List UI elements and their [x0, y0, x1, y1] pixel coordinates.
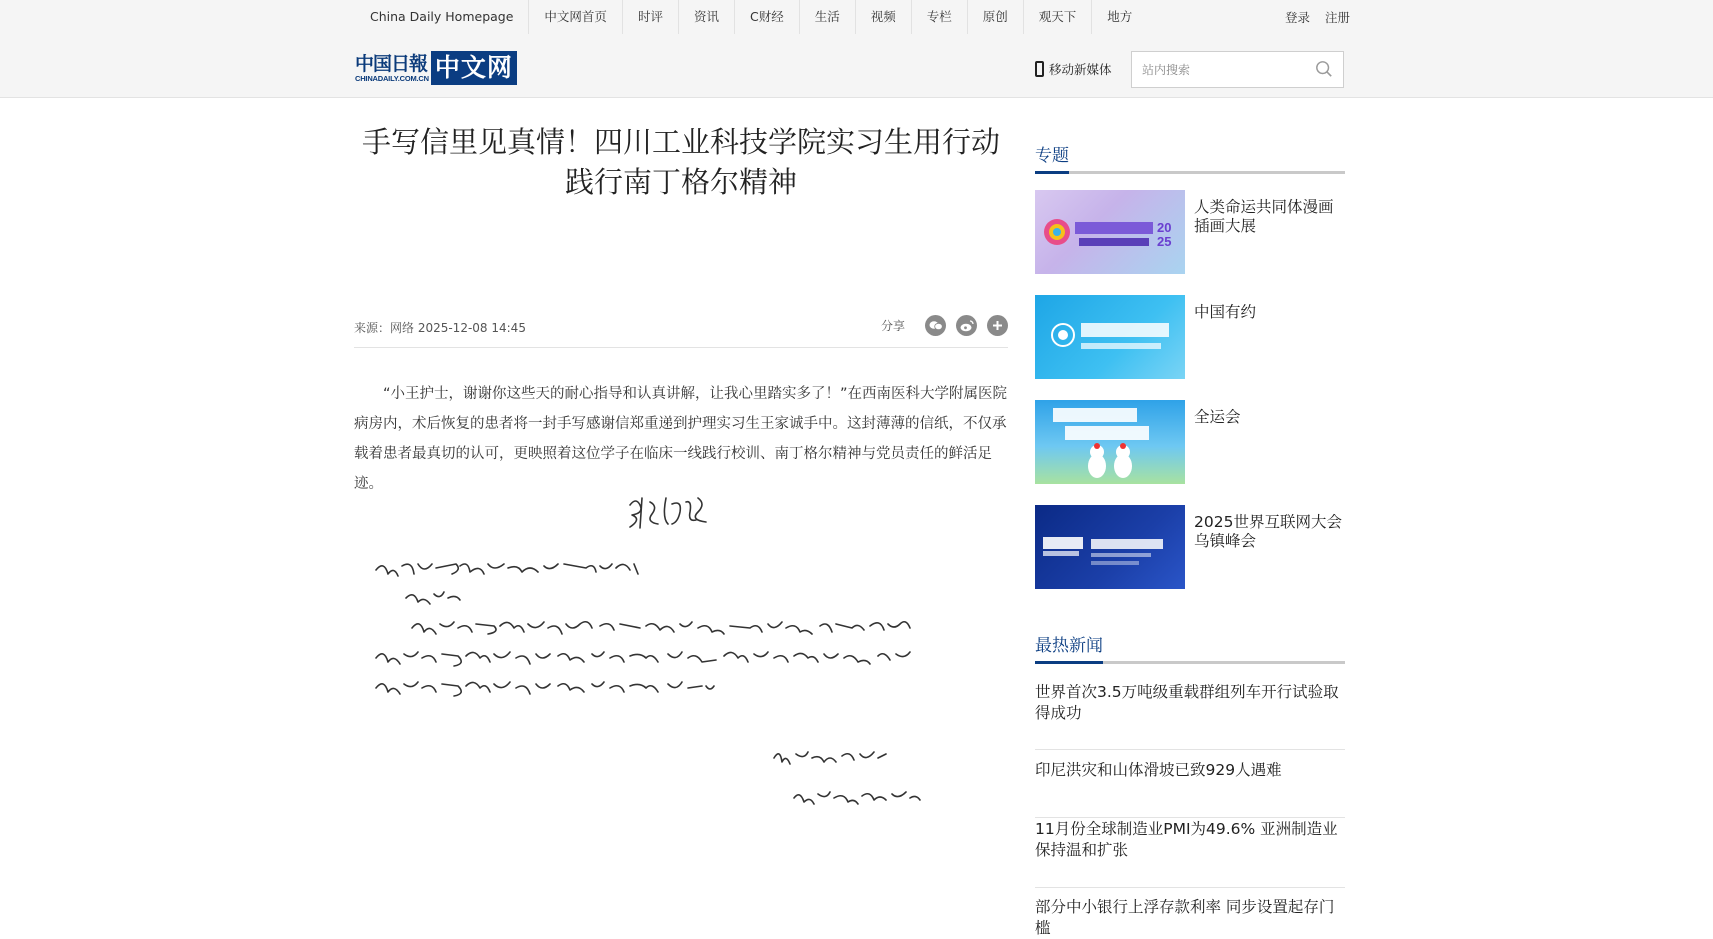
hot-news-heading-bar [1035, 630, 1345, 664]
nav-original[interactable]: 原创 [968, 0, 1024, 34]
logo-bottom-text: CHINADAILY.COM.CN [355, 73, 429, 83]
site-header [0, 0, 1713, 98]
hot-news-item[interactable]: 部分中小银行上浮存款利率 同步设置起存门槛 [1035, 898, 1335, 937]
nav-china-daily-homepage[interactable]: China Daily Homepage [356, 0, 529, 34]
article-source-date: 来源：网络 2025-12-08 14:45 [354, 321, 526, 335]
topic-item[interactable] [1035, 295, 1345, 379]
logo-chinese-site-text: 中文网 [431, 51, 517, 85]
topic-title: 全运会 [1194, 408, 1241, 426]
svg-text:25: 25 [1157, 234, 1172, 249]
article-meta [354, 319, 1008, 347]
more-share-icon[interactable] [987, 315, 1008, 336]
logo-top-text: 中国日報 [355, 52, 428, 75]
search-box [1131, 51, 1344, 88]
china-daily-logo [355, 54, 429, 83]
news-divider [1035, 817, 1345, 818]
share-label: 分享 [880, 319, 905, 333]
topic-title: 人类命运共同体漫画插画大展 [1194, 198, 1334, 235]
handwritten-letter-image [354, 480, 1008, 880]
hot-news-item[interactable]: 世界首次3.5万吨级重载群组列车开行试验取得成功 [1035, 683, 1339, 722]
share-bar [881, 315, 1008, 336]
nav-chinese-homepage[interactable]: 中文网首页 [529, 0, 623, 34]
news-divider [1035, 749, 1345, 750]
nav-world[interactable]: 观天下 [1024, 0, 1093, 34]
nav-life[interactable]: 生活 [800, 0, 856, 34]
mobile-phone-icon [1035, 61, 1044, 77]
search-input[interactable] [1132, 52, 1302, 87]
nav-finance[interactable]: C财经 [735, 0, 800, 34]
hot-news-heading: 最热新闻 [1035, 634, 1103, 664]
auth-links [1270, 0, 1350, 34]
news-divider [1035, 887, 1345, 888]
top-navigation [356, 0, 1147, 34]
topic-item[interactable] [1035, 505, 1345, 589]
topic-item[interactable] [1035, 190, 1345, 274]
hot-news-item[interactable]: 11月份全球制造业PMI为49.6% 亚洲制造业保持温和扩张 [1035, 820, 1338, 859]
nav-columns[interactable]: 专栏 [912, 0, 968, 34]
nav-commentary[interactable]: 时评 [623, 0, 679, 34]
login-link[interactable]: 登录 [1284, 10, 1310, 25]
topic-thumbnail [1035, 505, 1185, 589]
hot-news-item[interactable]: 印尼洪灾和山体滑坡已致929人遇难 [1035, 761, 1282, 779]
topics-heading: 专题 [1035, 144, 1069, 174]
svg-text:20: 20 [1157, 220, 1172, 235]
topic-item[interactable] [1035, 400, 1345, 484]
nav-video[interactable]: 视频 [856, 0, 912, 34]
mobile-media-label: 移动新媒体 [1049, 62, 1112, 77]
topic-thumbnail [1035, 190, 1185, 274]
wechat-share-icon[interactable] [925, 315, 946, 336]
mobile-media-link[interactable] [1035, 60, 1112, 78]
weibo-share-icon[interactable] [956, 315, 977, 336]
site-logo[interactable] [355, 51, 517, 85]
topics-heading-bar [1035, 140, 1345, 174]
article-title: 手写信里见真情！四川工业科技学院实习生用行动践行南丁格尔精神 [361, 125, 1000, 199]
nav-local[interactable]: 地方 [1107, 9, 1133, 24]
topic-title: 中国有约 [1194, 303, 1257, 321]
article-divider [354, 347, 1008, 348]
article-paragraph: “小王护士，谢谢你这些天的耐心指导和认真讲解，让我心里踏实多了！”在西南医科大学附属医院病房内，术后恢复的患者将一封手写感谢信郑重递到护理实习生王家诚手中。这封薄薄的信纸，不仅承载着患者最真切的认可，更映照着这位学子在临床一线践行校训、南丁格尔精神与党员责任的鲜活足迹。 [354, 386, 1008, 492]
nav-news[interactable]: 资讯 [679, 0, 735, 34]
register-link[interactable]: 注册 [1324, 10, 1350, 25]
topic-title: 2025世界互联网大会乌镇峰会 [1194, 513, 1342, 550]
topic-thumbnail [1035, 295, 1185, 379]
topic-thumbnail [1035, 400, 1185, 484]
search-icon[interactable] [1315, 60, 1333, 78]
